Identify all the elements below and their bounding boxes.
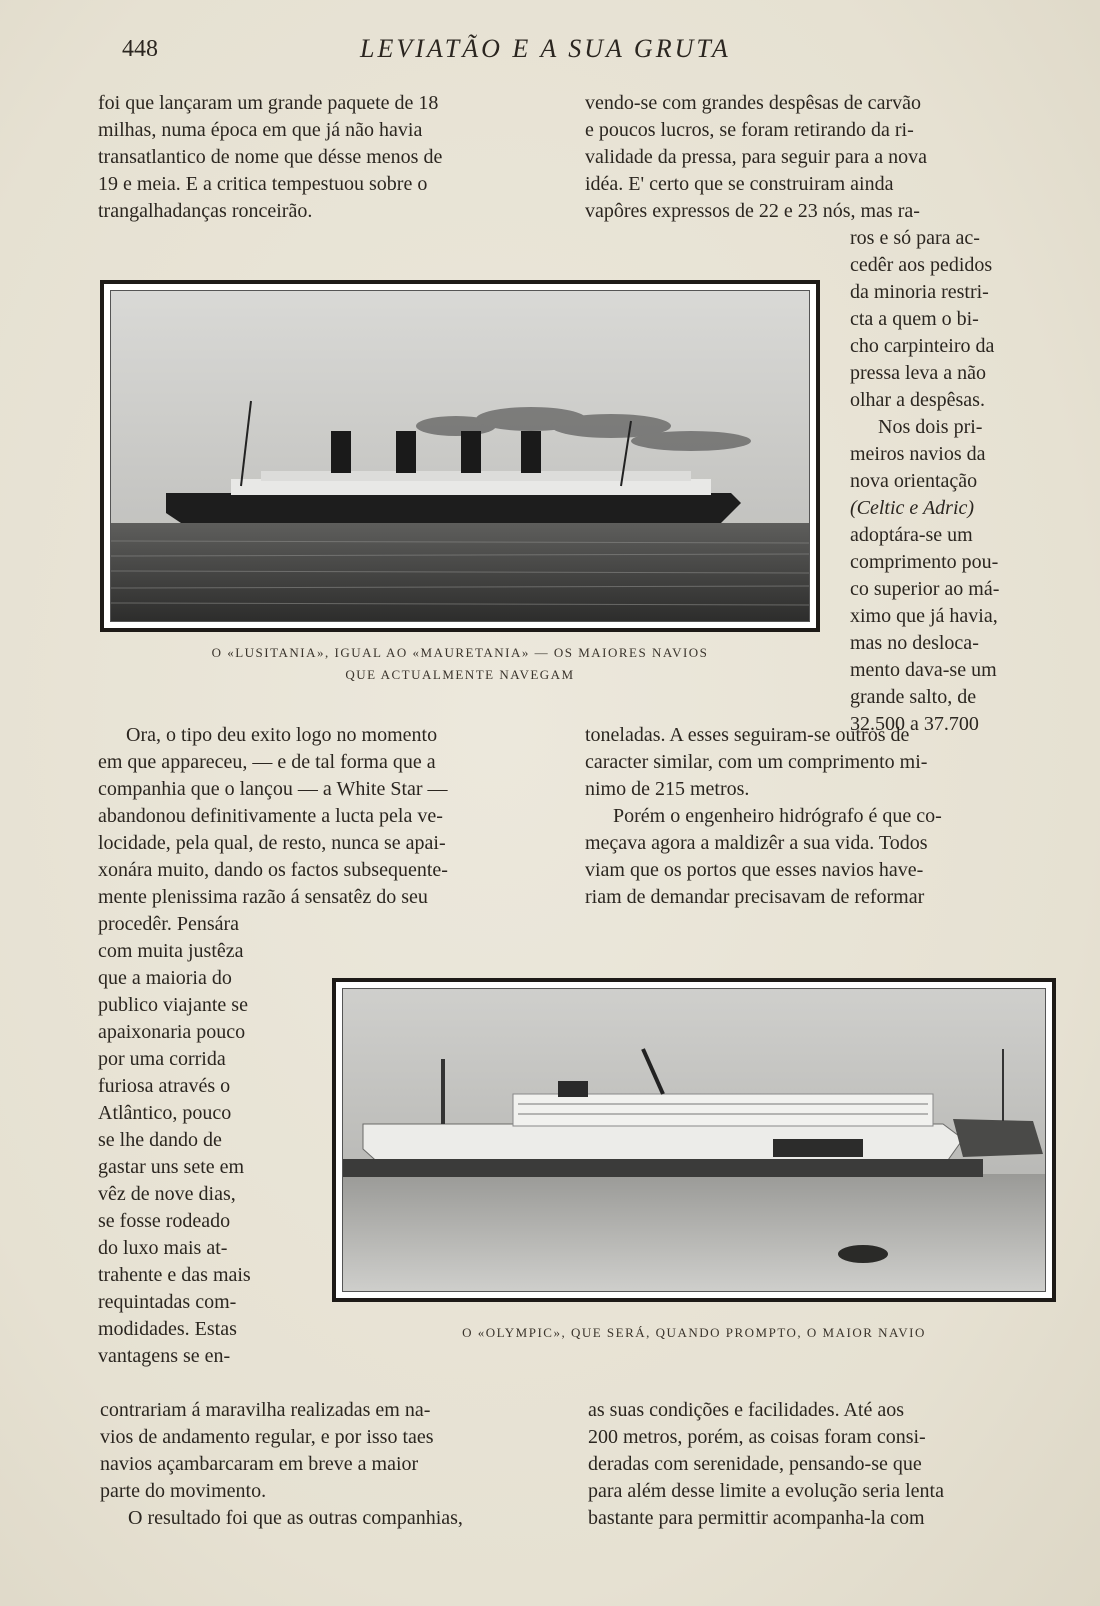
ship-photo-illustration <box>111 291 810 622</box>
text-line: bastante para permittir acompanha-la com <box>588 1507 925 1529</box>
caption-line: O «LUSITANIA», IGUAL AO «MAURETANIA» — OS MAIORES NAVIOS <box>211 645 709 660</box>
text-line: companhia que o lançou — a White Star — <box>98 778 448 800</box>
text-line: se fosse rodeado <box>98 1210 231 1232</box>
text-line: trahente e das mais <box>98 1264 251 1286</box>
text-line: e poucos lucros, se foram retirando da ri- <box>585 119 914 141</box>
text-line: ximo que já havia, <box>850 605 998 627</box>
text-line: viam que os portos que esses navios have- <box>585 859 924 881</box>
text-line: em que appareceu, — e de tal forma que a <box>98 751 436 773</box>
text-line: nimo de 215 metros. <box>585 778 750 800</box>
right-narrow-column <box>850 225 1030 738</box>
text-line: com muita justêza <box>98 940 244 962</box>
text-line: se lhe dando de <box>98 1129 222 1151</box>
text-line: comprimento pou- <box>850 551 999 573</box>
text-line: publico viajante se <box>98 994 248 1016</box>
page-number: 448 <box>122 36 158 62</box>
text-line: validade da pressa, para seguir para a nova <box>585 146 928 168</box>
text-line: xonára muito, dando os factos subsequente- <box>98 859 448 881</box>
right-column-bottom <box>588 1397 1033 1532</box>
text-line: mente plenissima razão á sensatêz do seu <box>98 886 428 908</box>
caption-line: QUE ACTUALMENTE NAVEGAM <box>345 667 575 682</box>
text-line: meçava agora a maldizêr a sua vida. Todos <box>585 832 928 854</box>
text-line: 32.500 a 37.700 <box>850 713 979 735</box>
text-line: que a maioria do <box>98 967 232 989</box>
text-line: Porém o engenheiro hidrógrafo é que co- <box>613 805 942 827</box>
text-line: co superior ao má- <box>850 578 1000 600</box>
lusitania-caption <box>100 642 820 686</box>
text-line: riam de demandar precisavam de reformar <box>585 886 925 908</box>
text-line: adoptára-se um <box>850 524 973 546</box>
text-line: caracter similar, com um comprimento mi- <box>585 751 928 773</box>
running-title: LEVIATÃO E A SUA GRUTA <box>360 34 731 63</box>
text-line: da minoria restri- <box>850 281 989 303</box>
text-line: idéa. E' certo que se construiram ainda <box>585 173 894 195</box>
text-line: Atlântico, pouco <box>98 1102 232 1124</box>
left-column-bottom <box>100 1397 544 1532</box>
left-narrow-column <box>98 911 284 1370</box>
olympic-caption: O «OLYMPIC», QUE SERÁ, QUANDO PROMPTO, O MAIOR NAVIO <box>462 1325 926 1340</box>
text-line: milhas, numa época em que já não havia <box>98 119 423 141</box>
text-line: olhar a despêsas. <box>850 389 985 411</box>
right-column-top <box>585 90 1030 225</box>
text-line: transatlantico de nome que désse menos de <box>98 146 443 168</box>
text-line: deradas com serenidade, pensando-se que <box>588 1453 922 1475</box>
ship-photo-illustration <box>343 989 1046 1292</box>
text-line: grande salto, de <box>850 686 977 708</box>
text-line: procedêr. Pensára <box>98 913 240 935</box>
text-line: para além desse limite a evolução seria lenta <box>588 1480 944 1502</box>
text-line: navios açambarcaram em breve a maior <box>100 1453 419 1475</box>
text-line: 200 metros, porém, as coisas foram consi- <box>588 1426 926 1448</box>
text-line: apaixonaria pouco <box>98 1021 246 1043</box>
text-line: furiosa através o <box>98 1075 231 1097</box>
text-line: vendo-se com grandes despêsas de carvão <box>585 92 921 114</box>
text-line: mento dava-se um <box>850 659 997 681</box>
text-line: mas no desloca- <box>850 632 979 654</box>
text-line: vantagens se en- <box>98 1345 231 1367</box>
text-line: 19 e meia. E a critica tempestuou sobre o <box>98 173 428 195</box>
text-line: cedêr aos pedidos <box>850 254 993 276</box>
text-line: meiros navios da <box>850 443 986 465</box>
text-line: (Celtic e Adric) <box>850 497 975 519</box>
olympic-photo <box>332 978 1056 1302</box>
left-column-middle <box>98 722 542 911</box>
text-line: toneladas. A esses seguiram-se outros de <box>585 724 910 746</box>
text-line: ros e só para ac- <box>850 227 980 249</box>
text-line: abandonou definitivamente a lucta pela ve- <box>98 805 443 827</box>
text-line: parte do movimento. <box>100 1480 267 1502</box>
text-line: contrariam á maravilha realizadas em na- <box>100 1399 431 1421</box>
text-line: modidades. Estas <box>98 1318 237 1340</box>
text-line: vêz de nove dias, <box>98 1183 236 1205</box>
text-line: O resultado foi que as outras companhias, <box>128 1507 463 1529</box>
right-column-middle <box>585 722 1030 911</box>
left-column-top <box>98 90 542 225</box>
lusitania-photo <box>100 280 820 632</box>
text-line: foi que lançaram um grande paquete de 18 <box>98 92 439 114</box>
text-line: vios de andamento regular, e por isso taes <box>100 1426 434 1448</box>
text-line: as suas condições e facilidades. Até aos <box>588 1399 905 1421</box>
text-line: trangalhadanças ronceirão. <box>98 200 313 222</box>
text-line: Nos dois pri- <box>878 416 983 438</box>
text-line: cho carpinteiro da <box>850 335 995 357</box>
text-line: Ora, o tipo deu exito logo no momento <box>126 724 438 746</box>
text-line: requintadas com- <box>98 1291 237 1313</box>
text-line: gastar uns sete em <box>98 1156 245 1178</box>
text-line: nova orientação <box>850 470 978 492</box>
text-line: locidade, pela qual, de resto, nunca se apai- <box>98 832 446 854</box>
text-line: pressa leva a não <box>850 362 987 384</box>
text-line: por uma corrida <box>98 1048 226 1070</box>
text-line: do luxo mais at- <box>98 1237 228 1259</box>
text-line: vapôres expressos de 22 e 23 nós, mas ra- <box>585 200 920 222</box>
text-line: cta a quem o bi- <box>850 308 979 330</box>
